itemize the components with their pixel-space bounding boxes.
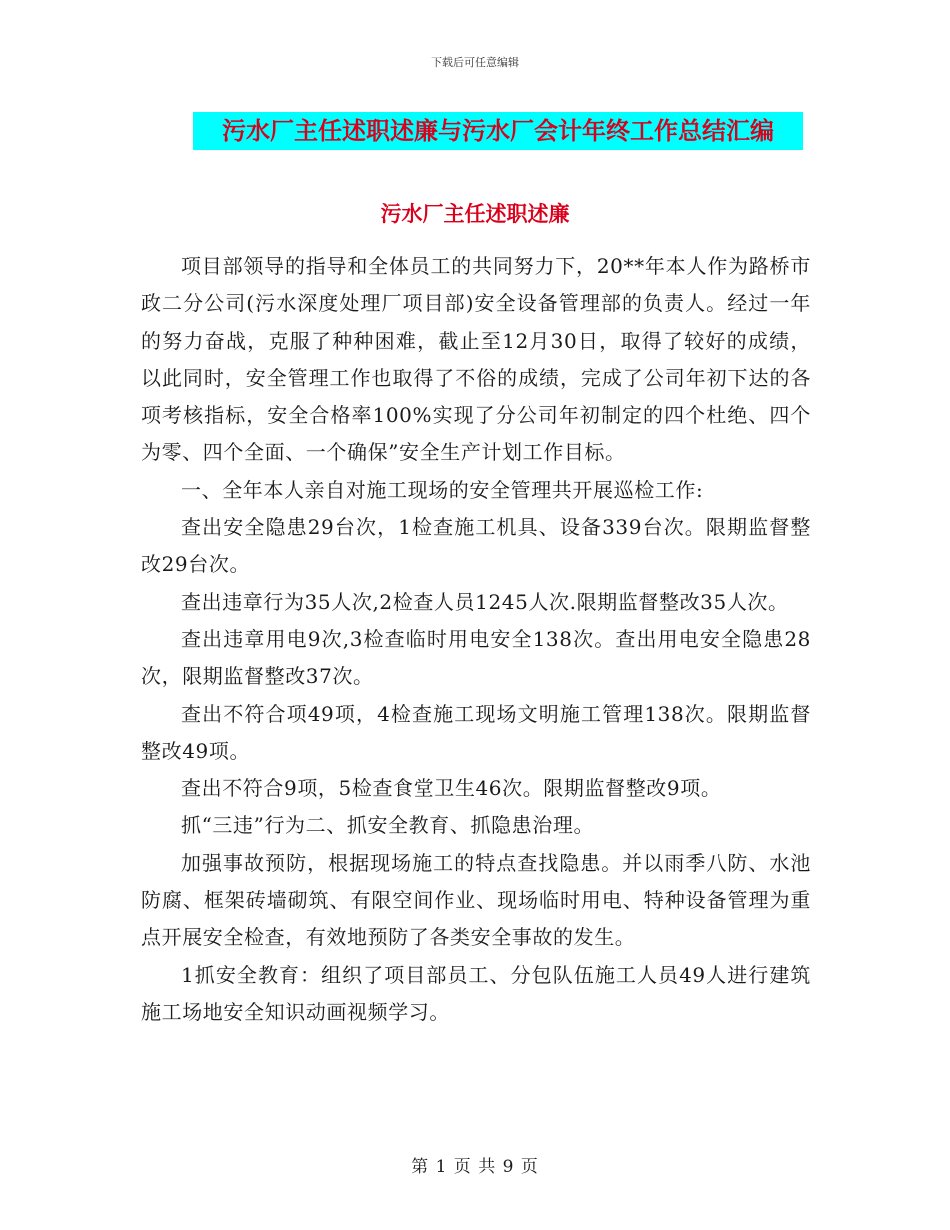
paragraph: 项目部领导的指导和全体员工的共同努力下，20**年本人作为路桥市政二分公司(污水深度处理厂项目部)安全设备管理部的负责人。经过一年的努力奋战，克服了种种困难，截止至12月30日，取得了较好的成绩，以此同时，安全管理工作也取得了不俗的成绩，完成了公司年初下达的各项考核指标，安全合格率100%实现了分公司年初制定的四个杜绝、四个为零、四个全面、一个确保”安全生产计划工作目标。 [141, 254, 811, 465]
paragraph: 查出违章行为35人次,2检查人员1245人次.限期监督整改35人次。 [181, 589, 789, 614]
paragraph: 查出不符合项49项，4检查施工现场文明施工管理138次。限期监督整改49项。 [141, 701, 811, 763]
body-text [141, 248, 811, 1031]
paragraph: 查出不符合9项，5检查食堂卫生46次。限期监督整改9项。 [181, 776, 722, 801]
section-title: 污水厂主任述职述廉 [380, 201, 570, 226]
paragraph: 1抓安全教育：组织了项目部员工、分包队伍施工人员49人进行建筑施工场地安全知识动画视频学习。 [141, 962, 811, 1024]
page-number-footer: 第 1 页 共 9 页 [411, 1157, 539, 1177]
paragraph: 加强事故预防，根据现场施工的特点查找隐患。并以雨季八防、水池防腐、框架砖墙砌筑、有限空间作业、现场临时用电、特种设备管理为重点开展安全检查，有效地预防了各类安全事故的发生。 [141, 850, 811, 950]
document-title: 污水厂主任述职述廉与污水厂会计年终工作总结汇编 [193, 112, 803, 150]
header-note: 下载后可任意编辑 [431, 56, 519, 69]
paragraph: 抓“三违”行为二、抓安全教育、抓隐患治理。 [181, 813, 595, 838]
paragraph: 一、全年本人亲自对施工现场的安全管理共开展巡检工作: [181, 477, 704, 502]
paragraph: 查出违章用电9次,3检查临时用电安全138次。查出用电安全隐患28次，限期监督整改37次。 [141, 626, 811, 689]
paragraph: 查出安全隐患29台次，1检查施工机具、设备339台次。限期监督整改29台次。 [141, 515, 811, 577]
